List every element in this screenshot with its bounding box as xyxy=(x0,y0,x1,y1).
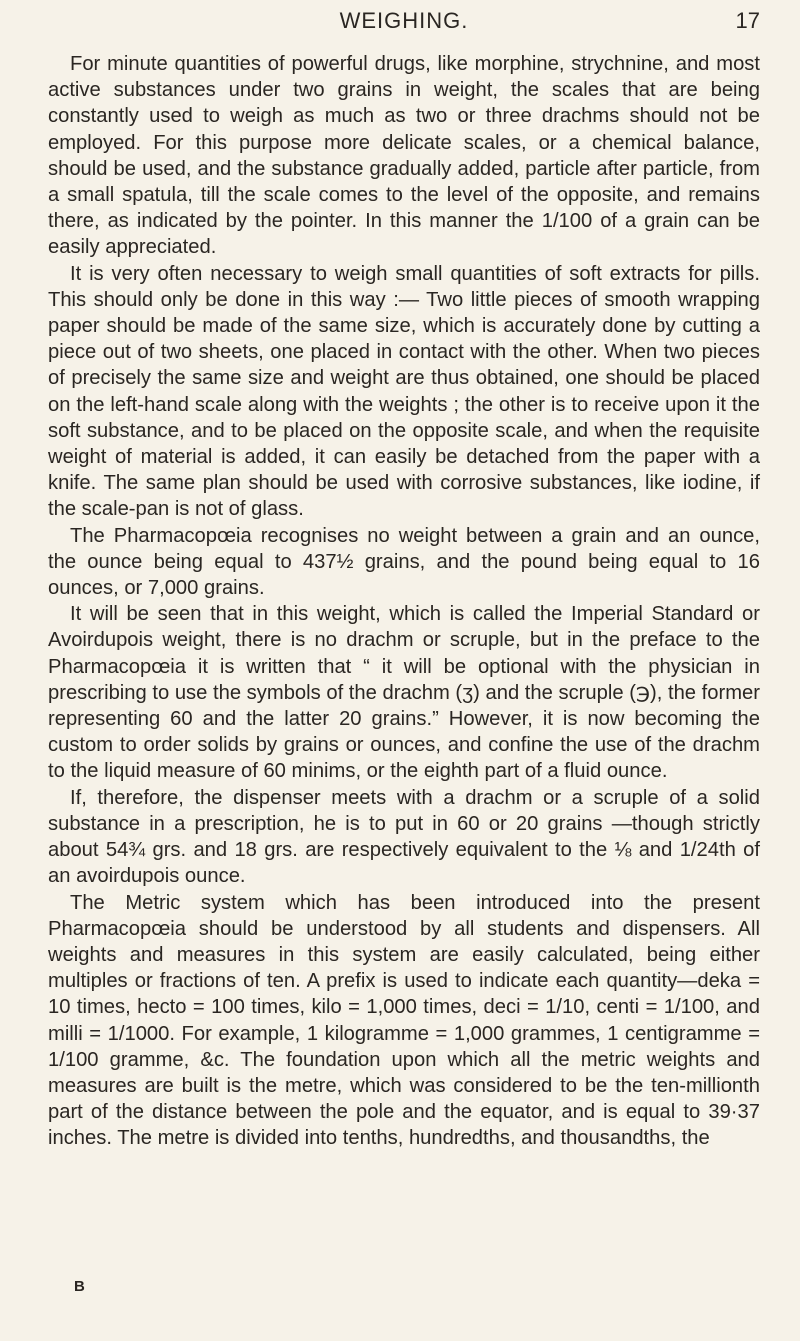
page-number: 17 xyxy=(735,8,760,33)
paragraph-dispenser: If, therefore, the dispenser meets with a drachm or a scruple of a solid substance in a prescription, he is to put in 60 or 20 grains —though strictly about 54¾ grs. and 18 grs. are respectively equivalent to the ⅛ and 1/24th of an avoirdupois ounce. xyxy=(48,786,760,888)
signature-mark: B xyxy=(74,1278,85,1295)
page-header xyxy=(48,8,760,36)
running-head: WEIGHING. xyxy=(339,8,469,33)
paragraph-avoirdupois: It will be seen that in this weight, which is called the Imperial Standard or Avoirdupois weight, there is no drachm or scruple, but in the preface to the Pharmacopœia it is written that “ it will be optional with the physician in prescribing to use the symbols of the drachm (ʒ) and the scruple (℈), the former representing 60 and the latter 20 grains.” However, it is now becoming the custom to order solids by grains or ounces, and confine the use of the drachm to the liquid measure of 60 minims, or the eighth part of a fluid ounce. xyxy=(48,603,760,783)
paragraph-delicate-scales: For minute quantities of powerful drugs, like morphine, strychnine, and most active substances under two grains in weight, the scales that are being constantly used to weigh as much as two or three drachms should not be employed. For this purpose more delicate scales, or a chemical balance, should be used, and the substance gradually added, particle after particle, from a small spatula, till the scale comes to the level of the opposite, and remains there, as indicated by the pointer. In this manner the 1/100 of a grain can be easily appreciated. xyxy=(48,53,760,259)
body-text xyxy=(48,51,760,1152)
paragraph-soft-extracts: It is very often necessary to weigh small quantities of soft extracts for pills. This should only be done in this way :— Two little pieces of smooth wrapping paper should be made of the same size, which is accurately done by cutting a piece out of two sheets, one placed in contact with the other. When two pieces of precisely the same size and weight are thus obtained, one should be placed on the left-hand scale along with the weights ; the other is to receive upon it the soft substance, and to be placed on the opposite scale, and when the requisite weight of material is added, it can easily be detached from the paper with a knife. The same plan should be used with corrosive substances, like iodine, if the scale-pan is not of glass. xyxy=(48,262,760,521)
paragraph-pharmacopoeia-weights: The Pharmacopœia recognises no weight between a grain and an ounce, the ounce being equal to 437½ grains, and the pound being equal to 16 ounces, or 7,000 grains. xyxy=(48,524,760,600)
paragraph-metric-system: The Metric system which has been introduced into the present Pharmacopœia should be understood by all students and dispensers. All weights and measures in this system are easily calculated, being either multiples or fractions of ten. A prefix is used to indicate each quantity—deka = 10 times, hecto = 100 times, kilo = 1,000 times, deci = 1/10, centi = 1/100, and milli = 1/1000. For example, 1 kilogramme = 1,000 grammes, 1 centigramme = 1/100 gramme, &c. The foundation upon which all the metric weights and measures are built is the metre, which was considered to be the ten-millionth part of the distance between the pole and the equator, and is equal to 39·37 inches. The metre is divided into tenths, hundredths, and thousandths, the xyxy=(48,891,760,1150)
